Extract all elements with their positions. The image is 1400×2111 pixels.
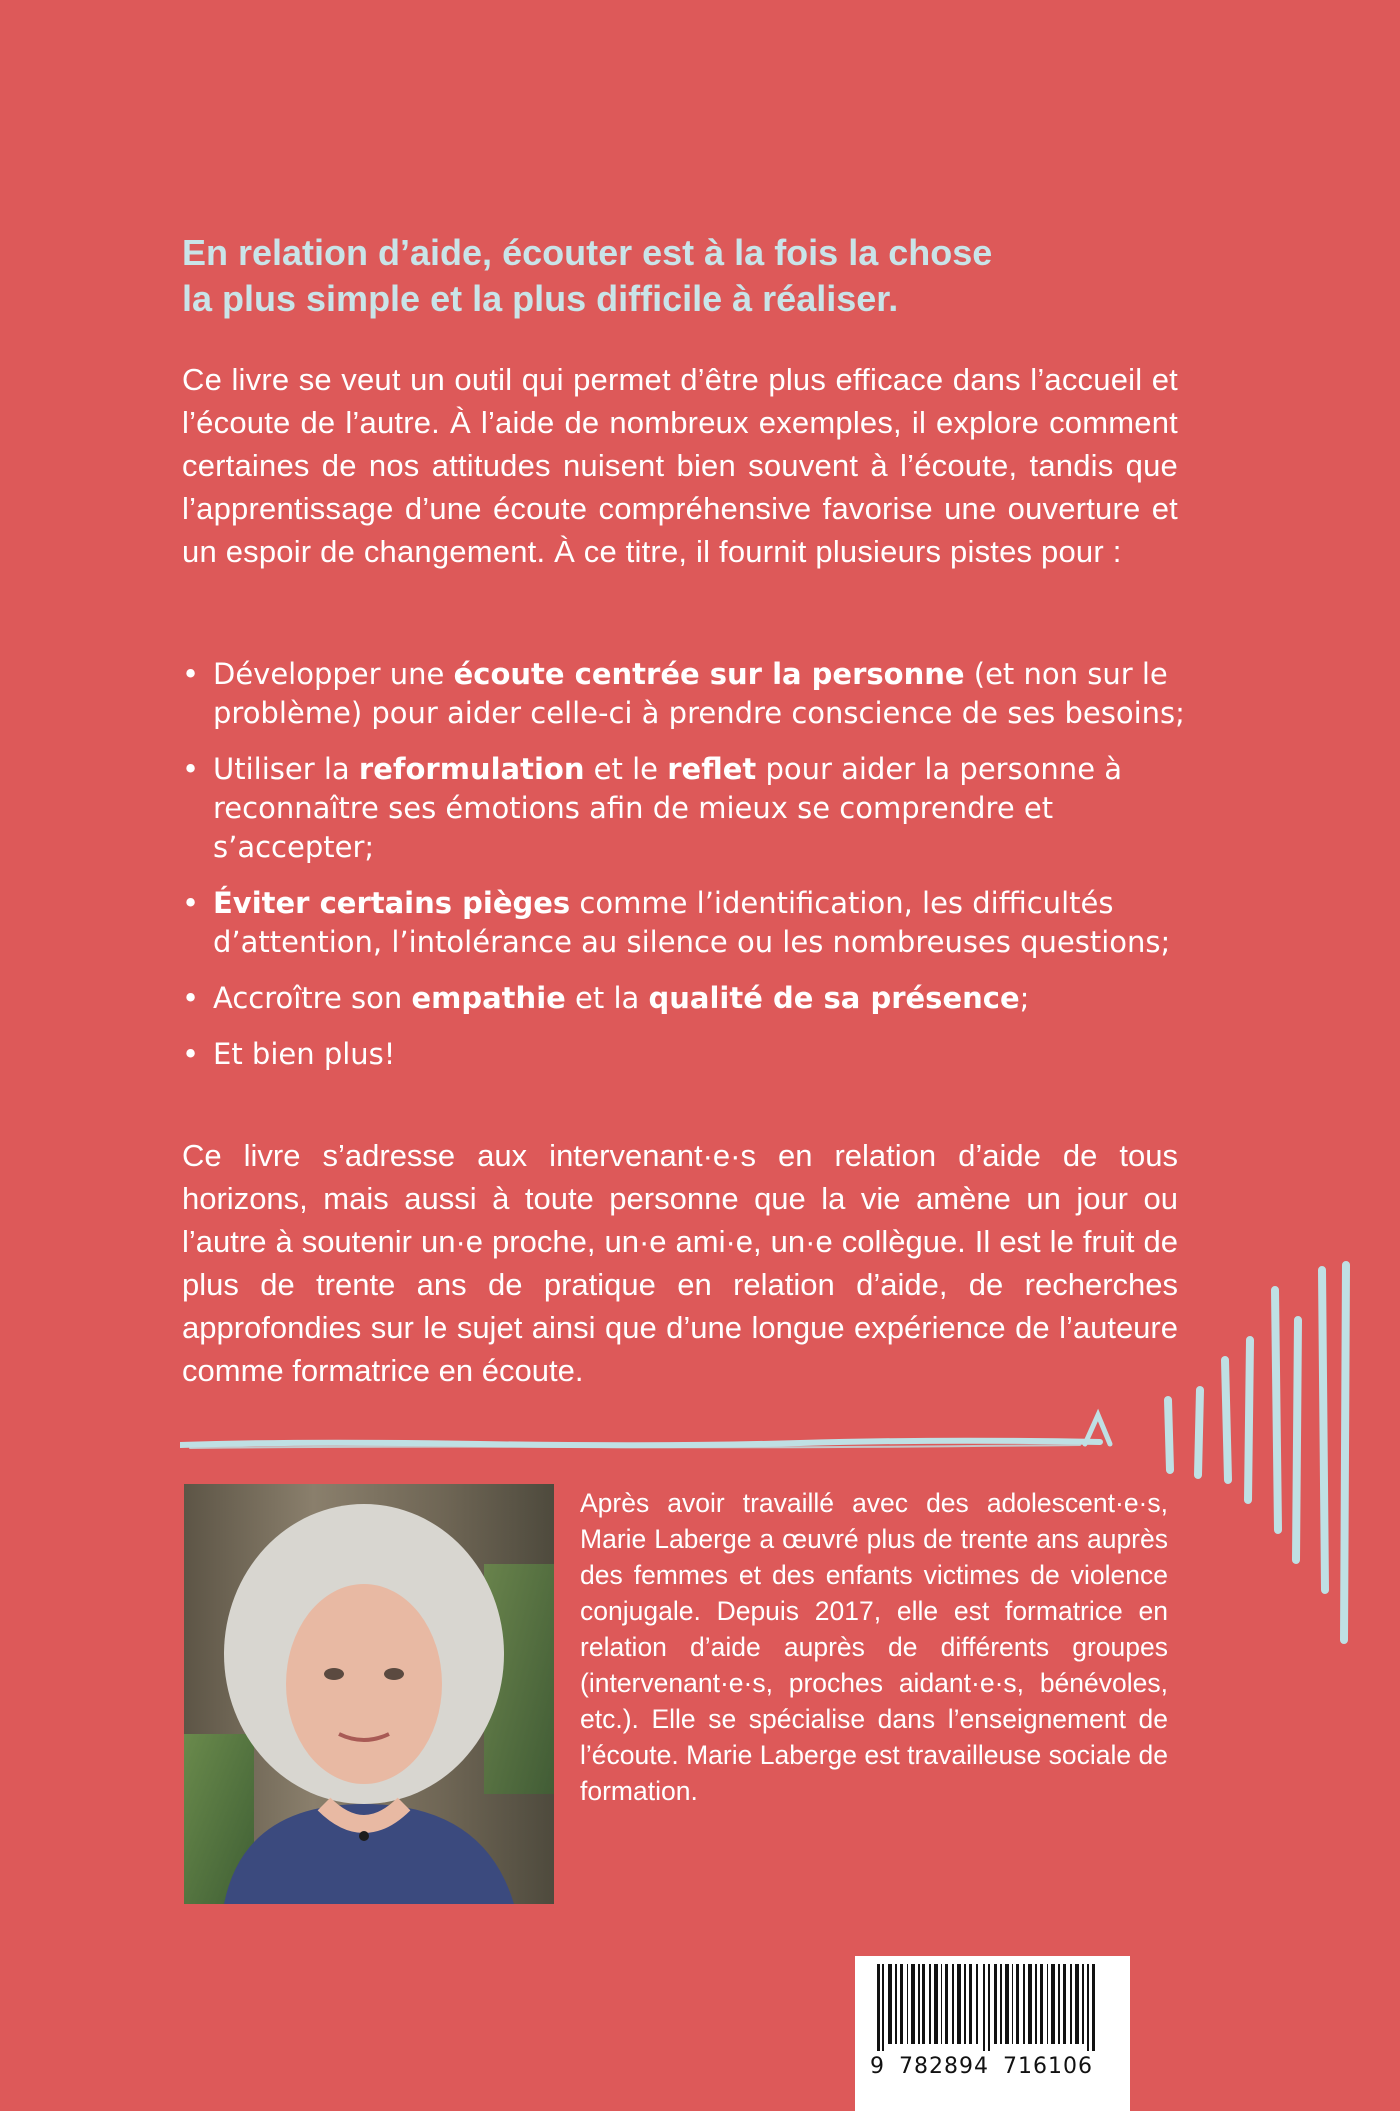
bullet-list xyxy=(182,655,1192,1091)
isbn-number xyxy=(870,2054,1120,2079)
bullet-item xyxy=(182,750,1192,867)
bullet-dot: • xyxy=(182,886,200,920)
bullet-dot: • xyxy=(182,981,200,1015)
headline-line-1: En relation d’aide, écouter est à la fois la chose xyxy=(182,232,993,273)
headline-line-2: la plus simple et la plus difficile à réaliser. xyxy=(182,278,899,319)
author-bio: Après avoir travaillé avec des adolescent·e·s, Marie Laberge a œuvré plus de trente ans auprès des femmes et des enfants victimes de violence conjugale. Depuis 2017, elle est formatrice en relation d’aide auprès de différents groupes (intervenant·e·s, proches aidant·e·s, bénévoles, etc.). Elle se spécialise dans l’enseignement de l’écoute. Marie Laberge est travailleuse sociale de formation. xyxy=(580,1488,1168,1806)
bullet-item xyxy=(182,884,1192,962)
bullet-emphasis: qualité de sa présence xyxy=(648,981,1020,1015)
bullet-text: (et non sur le problème) pour aider celle-ci à prendre conscience de ses besoins; xyxy=(213,657,1185,730)
bullet-item xyxy=(182,1035,1192,1074)
bullet-item xyxy=(182,655,1192,733)
bullet-text: Et bien plus! xyxy=(213,1037,396,1071)
bullet-dot: • xyxy=(182,657,200,691)
bullet-text: comme l’identification, les difficultés d’attention, l’intolérance au silence ou les nombreuses questions; xyxy=(213,886,1171,959)
bullet-emphasis: reflet xyxy=(667,752,757,786)
bullet-emphasis: empathie xyxy=(411,981,566,1015)
author-portrait xyxy=(184,1484,554,1904)
bullet-text: Développer une xyxy=(213,657,454,691)
isbn-group-1: 782894 xyxy=(899,2054,989,2079)
bullet-dot: • xyxy=(182,752,200,786)
wave-divider-decoration xyxy=(180,1400,1180,1480)
bullet-emphasis: écoute centrée sur la personne xyxy=(453,657,965,691)
isbn-barcode xyxy=(855,1956,1130,2111)
intro-paragraph: Ce livre se veut un outil qui permet d’être plus efficace dans l’accueil et l’écoute de l’autre. À l’aide de nombreux exemples, il explore comment certaines de nos attitudes nuisent bien souvent à l’écoute, tandis que l’apprentissage d’une écoute compréhensive favorise une ouverture et un espoir de changement. À ce titre, il fournit plusieurs pistes pour : xyxy=(182,362,1178,569)
bullet-text: et le xyxy=(584,752,668,786)
outro-paragraph: Ce livre s’adresse aux intervenant·e·s en relation d’aide de tous horizons, mais aussi à toute personne que la vie amène un jour ou l’autre à soutenir un·e proche, un·e ami·e, un·e collègue. Il est le fruit de plus de trente ans de pratique en relation d’aide, de recherches approfondies sur le sujet ainsi que d’une longue expérience de l’auteure comme formatrice en écoute. xyxy=(182,1138,1178,1388)
bullet-text: Utiliser la xyxy=(213,752,359,786)
bullet-text: et la xyxy=(565,981,649,1015)
headline xyxy=(182,230,1182,322)
sound-bars-decoration xyxy=(1140,1260,1380,1660)
bullet-text: Accroître son xyxy=(213,981,412,1015)
bullet-text: ; xyxy=(1019,981,1030,1015)
bullet-dot: • xyxy=(182,1037,200,1071)
isbn-prefix: 9 xyxy=(870,2054,885,2079)
barcode-bars xyxy=(855,1956,1130,2051)
bullet-text: pour aider la personne à reconnaître ses émotions afin de mieux se comprendre et s’accepter; xyxy=(213,752,1123,864)
bullet-emphasis: reformulation xyxy=(358,752,585,786)
isbn-group-2: 716106 xyxy=(1002,2054,1093,2079)
bullet-item xyxy=(182,979,1192,1018)
bullet-emphasis: Éviter certains pièges xyxy=(213,886,571,920)
